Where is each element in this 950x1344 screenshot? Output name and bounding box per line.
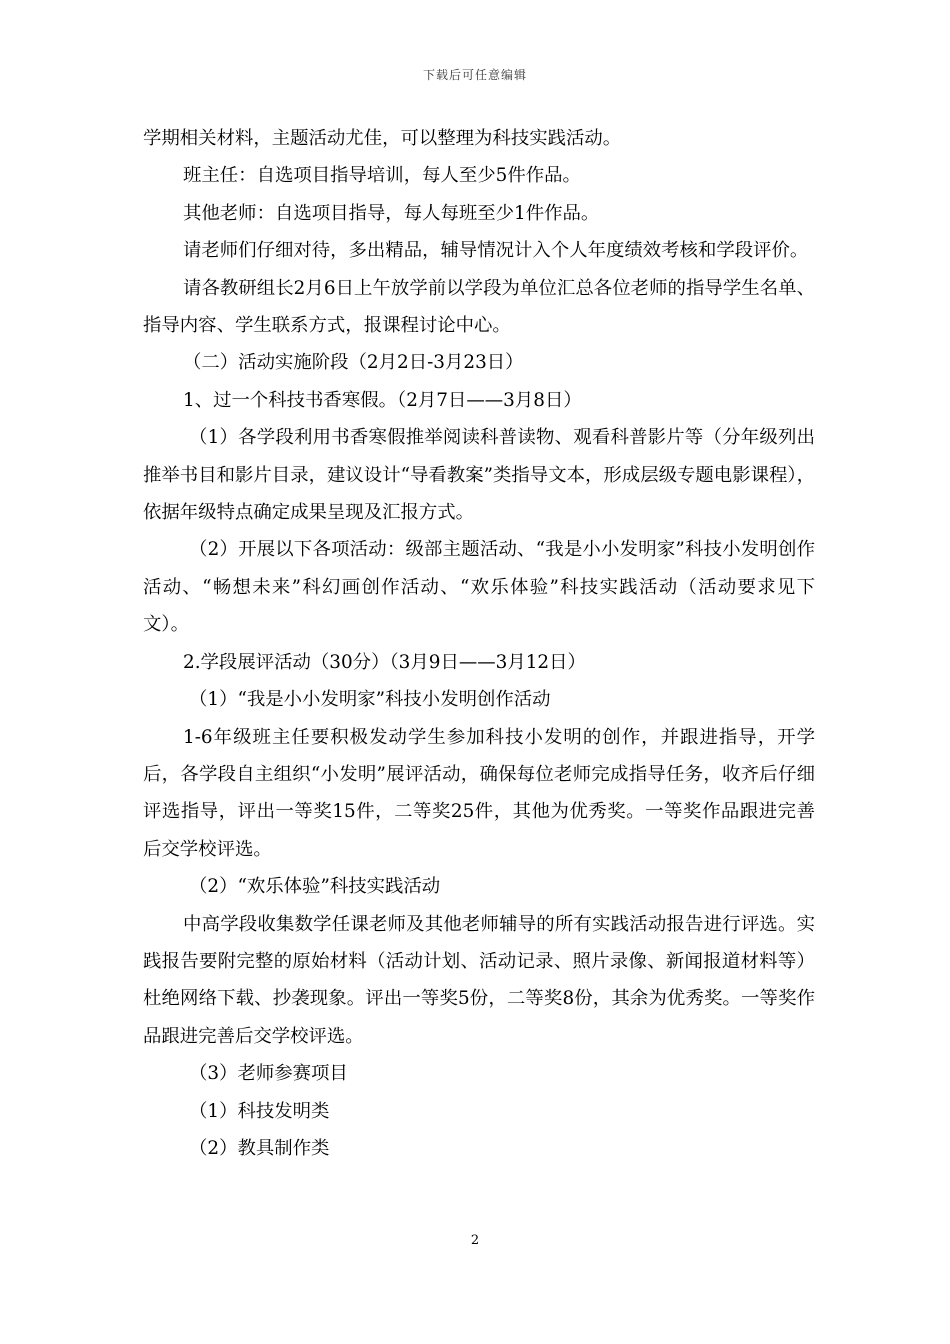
paragraph: （1）各学段利用书香寒假推举阅读科普读物、观看科普影片等（分年级列出推举书目和影片目录，建议设计“导看教案”类指导文本，形成层级专题电影课程），依据年级特点确定成果呈现及汇报方式。: [143, 427, 815, 524]
paragraph: 1-6年级班主任要积极发动学生参加科技小发明的创作，并跟进指导，开学后，各学段自主组织“小发明”展评活动，确保每位老师完成指导任务，收齐后仔细评选指导，评出一等奖15件，二等奖25件，其他为优秀奖。一等奖作品跟进完善后交学校评选。: [143, 726, 815, 860]
paragraph: 请各教研组长2月6日上午放学前以学段为单位汇总各位老师的指导学生名单、指导内容、学生联系方式，报课程讨论中心。: [143, 277, 815, 337]
page-number: 2: [470, 1233, 480, 1248]
paragraph: 班主任：自选项目指导培训，每人至少5件作品。: [183, 165, 581, 187]
list-item: （1）科技发明类: [189, 1100, 330, 1122]
document-body: [143, 120, 815, 1167]
paragraph: 请老师们仔细对待，多出精品，辅导情况计入个人年度绩效考核和学段评价。: [183, 240, 809, 262]
paragraph: （2）开展以下各项活动：级部主题活动、“我是小小发明家”科技小发明创作活动、“畅想未来”科幻画创作活动、“欢乐体验”科技实践活动（活动要求见下文）。: [143, 539, 815, 636]
section-heading: （二）活动实施阶段（2月2日-3月23日）: [183, 352, 524, 374]
paragraph: 学期相关材料，主题活动尤佳，可以整理为科技实践活动。: [143, 128, 622, 149]
subsection-heading: 1、过一个科技书香寒假。（2月7日——3月8日）: [183, 389, 582, 411]
subsection-heading: 2.学段展评活动（30分）（3月9日——3月12日）: [183, 651, 586, 673]
item-heading: （3）老师参赛项目: [189, 1063, 348, 1085]
page-header: 下载后可任意编辑: [422, 68, 527, 82]
item-heading: （2）“欢乐体验”科技实践活动: [189, 876, 441, 898]
paragraph: 中高学段收集数学任课老师及其他老师辅导的所有实践活动报告进行评选。实践报告要附完整的原始材料（活动计划、活动记录、照片录像、新闻报道材料等）杜绝网络下载、抄袭现象。评出一等奖5份，二等奖8份，其余为优秀奖。一等奖作品跟进完善后交学校评选。: [143, 913, 815, 1047]
list-item: （2）教具制作类: [189, 1137, 330, 1159]
item-heading: （1）“我是小小发明家”科技小发明创作活动: [189, 689, 551, 711]
paragraph: 其他老师：自选项目指导，每人每班至少1件作品。: [183, 202, 600, 224]
